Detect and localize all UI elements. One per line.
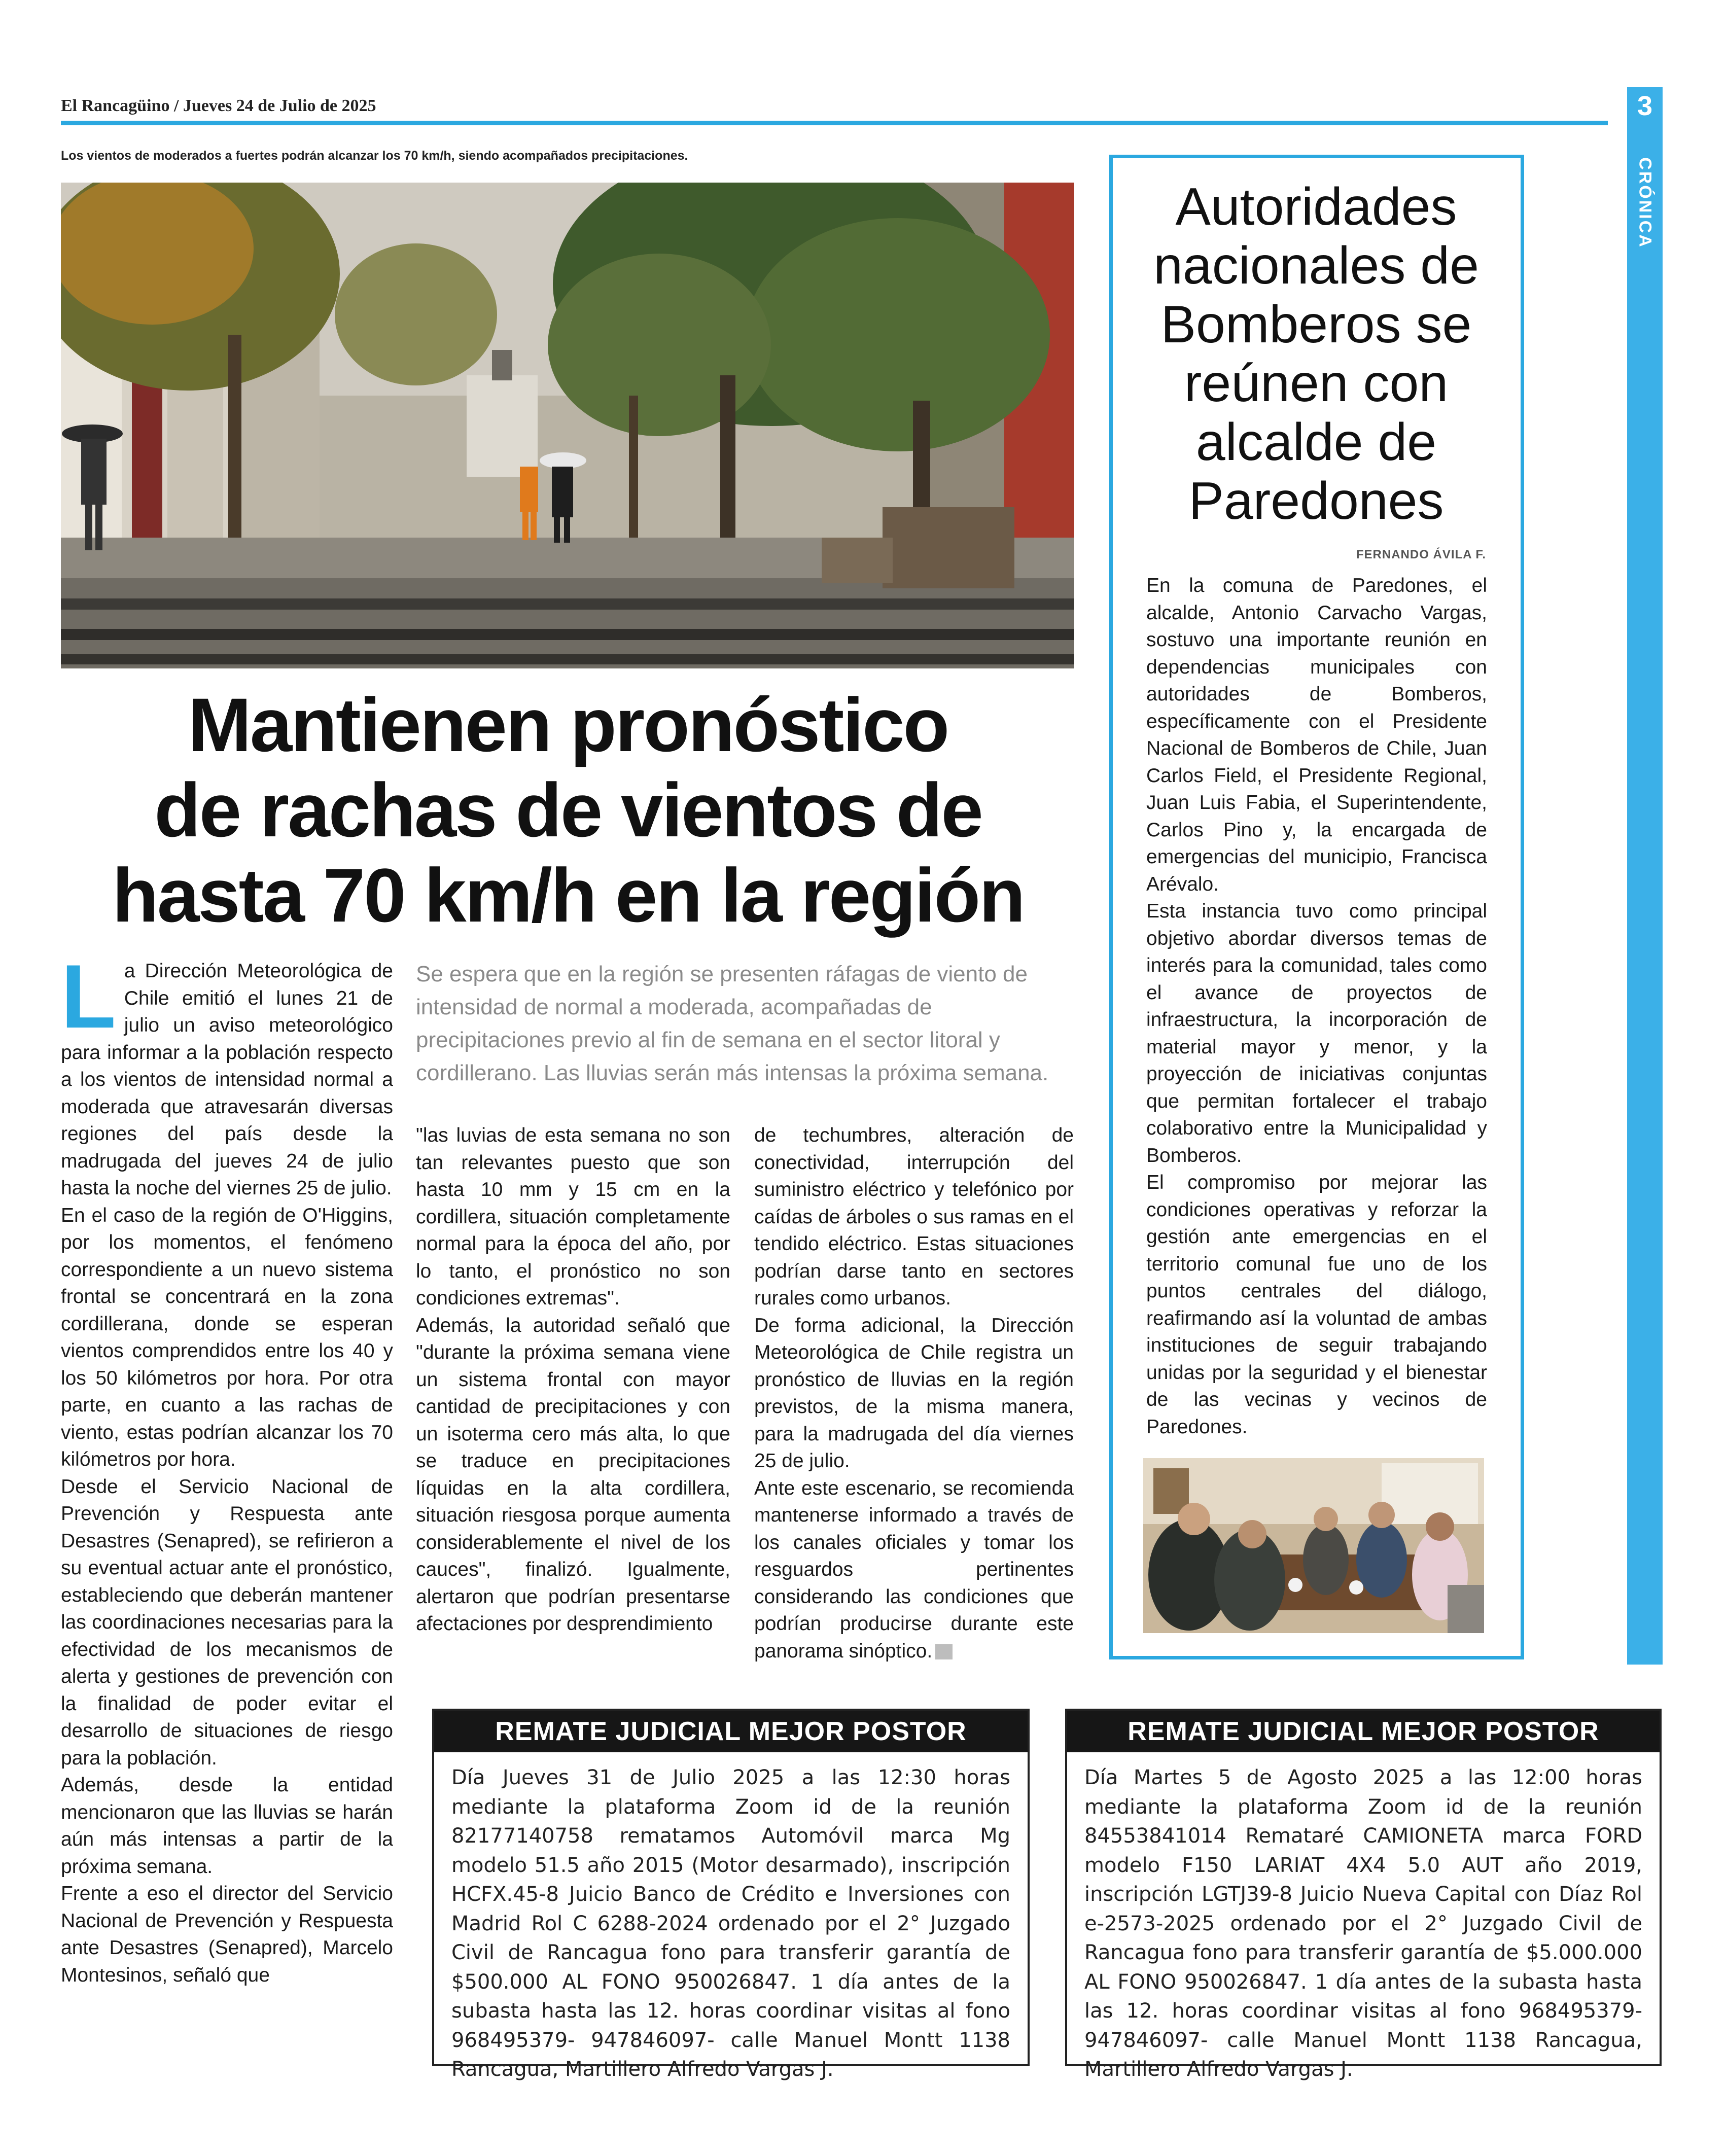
title-line: alcalde de [1195,413,1437,472]
article-paragraph: Además, la autoridad señaló que "durante la próxima semana viene un sistema frontal con mayor cantidad de precipitaciones y con un isoterma cero más alta, lo que se traduce en precipitaciones líquidas en la alta cordillera, situación riesgosa porque aumenta considerablemente el nivel de los cauces", finalizó. Igualmente, alertaron que podrían presentarse afectaciones por desprendimiento [416,1314,730,1635]
drop-cap: L [61,946,116,1047]
page-number: 3 [1637,91,1653,121]
title-line: Bomberos se [1160,295,1472,354]
article-column-3 [754,1122,1074,1665]
rainy-street-photo [61,183,1074,668]
article-paragraph: de techumbres, alteración de conectividad, interrupción del suministro eléctrico y telefónico por caídas de árboles o sus ramas en el tendido eléctrico. Estas situaciones podrían darse tanto en sectores rurales como urbanos. [754,1124,1074,1309]
article-paragraph: Ante este escenario, se recomienda mantenerse informado a través de los canales oficiales y tomar los resguardos pertinentes considerando las condiciones que podrían producirse durante este panorama sinóptico. [754,1477,1074,1662]
ad-title: REMATE JUDICIAL MEJOR POSTOR [434,1711,1028,1752]
title-line: Autoridades [1175,178,1457,236]
article-paragraph: Además, desde la entidad mencionaron que las lluvias se harán aún más intensas a partir de la próxima semana. [61,1774,393,1878]
title-line: reúnen con [1184,354,1449,413]
article-column-2 [416,1122,730,1638]
article-paragraph: Desde el Servicio Nacional de Prevención y Respuesta ante Desastres (Senapred), se refirieron a su eventual actuar ante el pronóstico, estableciendo que deberán mantener las coordinaciones necesarias para la efectividad de los mecanismos de alerta y gestiones de prevención con la finalidad de poder evitar el desarrollo de situaciones de riesgo para la población. [61,1475,393,1769]
end-of-article-icon [935,1644,953,1659]
section-label [1627,152,1663,254]
classified-ad-2 [1065,1709,1662,2081]
title-line: nacionales de [1153,236,1479,295]
article-column-1 [61,946,393,1989]
main-headline [76,682,1060,938]
article-paragraph: En el caso de la región de O'Higgins, por los momentos, el fenómeno correspondiente a un nuevo sistema frontal se concentrará en la zona cordillerana, donde se esperan vientos comprendidos entre los 40 y los 50 kilómetros por hora. Por otra parte, en cuanto a las rachas de viento, estas podrían alcanzar los 70 kilómetros por hora. [61,1204,393,1470]
headline-line: Mantienen pronóstico [188,682,948,767]
article-lead: Se espera que en la región se presenten ráfagas de viento de intensidad de normal a moderada, acompañadas de precipitaciones previo al fin de semana en el sector litoral y cordillerano. Las lluvias serán más intensas la próxima semana. [416,962,1049,1085]
photo-caption: Los vientos de moderados a fuertes podrán alcanzar los 70 km/h, siendo acompañados precipitaciones. [61,149,688,163]
article-paragraph: Esta instancia tuvo como principal objetivo abordar diversos temas de interés para la comunidad, tales como el avance de proyectos de infraestructura, la incorporación de material mayor y menor, y la proyección de iniciativas conjuntas que permitan fortalecer el trabajo colaborativo entre la Municipalidad y Bomberos. [1146,900,1487,1167]
meeting-photo [1143,1458,1484,1633]
section-strip [1627,87,1663,1665]
article-paragraph: De forma adicional, la Dirección Meteorológica de Chile registra un pronóstico de lluvias en la región previstos, de la misma manera, para la madrugada del día viernes 25 de julio. [754,1314,1074,1472]
classified-ad-1 [432,1709,1030,2081]
section-label-text: CRÓNICA [1635,157,1655,249]
article-paragraph: El compromiso por mejorar las condiciones operativas y reforzar la gestión ante emergencias en el territorio comunal fue uno de los puntos centrales del diálogo, reafirmando así la voluntad de ambas instituciones de seguir trabajando unidas por la seguridad y el bienestar de las vecinas y vecinos de Paredones. [1146,1172,1487,1438]
article-paragraph: "las luvias de esta semana no son tan relevantes puesto que son hasta 10 mm y 15 cm en la cordillera, situación completamente normal para la época del año, por lo tanto, el pronóstico no son condiciones extremas". [416,1124,730,1309]
headline-line: hasta 70 km/h en la región [112,853,1024,938]
article-paragraph: Frente a eso el director del Servicio Nacional de Prevención y Respuesta ante Desastres (Senapred), Marcelo Montesinos, señaló que [61,1883,393,1986]
header-rule [61,121,1608,125]
masthead: El Rancagüino / Jueves 24 de Julio de 2025 [61,96,376,115]
byline: FERNANDO ÁVILA F. [1356,548,1486,561]
ad-body: Día Jueves 31 de Julio 2025 a las 12:30 horas mediante la plataforma Zoom id de la reunión 82177140758 rematamos Automóvil marca Mg modelo 51.5 año 2015 (Motor desarmado), inscripción HCFX.45-8 Juicio Banco de Crédito e Inversiones con Madrid Rol C 6288-2024 ordenado por el 2° Juzgado Civil de Rancagua fono para transferir garantía de $500.000 AL FONO 950026847. 1 día antes de la subasta hasta las 12. horas coordinar visitas al fono 968495379- 947846097- calle Manuel Montt 1138 Rancagua, Martillero Alfredo Vargas J. [451,1766,1010,2081]
headline-line: de rachas de vientos de [154,767,982,853]
article-paragraph: a Dirección Meteorológica de Chile emitió el lunes 21 de julio un aviso meteorológico para informar a la población respecto a los vientos de intensidad normal a moderada que atravesarán diversas regiones del país desde la madrugada del jueves 24 de julio hasta la noche del viernes 25 de julio. [61,960,393,1199]
title-line: Paredones [1188,472,1444,531]
side-article-title [1113,178,1519,531]
side-article-body [1146,572,1487,1440]
article-paragraph: En la comuna de Paredones, el alcalde, Antonio Carvacho Vargas, sostuvo una importante reunión en dependencias municipales con autoridades de Bomberos, específicamente con el Presidente Nacional de Bomberos de Chile, Juan Carlos Field, el Presidente Regional, Juan Luis Fabia, el Superintendente, Carlos Pino y, la encargada de emergencias del municipio, Francisca Arévalo. [1146,575,1487,895]
ad-body: Día Martes 5 de Agosto 2025 a las 12:00 horas mediante la plataforma Zoom id de la reunión 84553841014 Remataré CAMIONETA marca FORD modelo F150 LARIAT 4X4 5.0 AUT año 2019, inscripción LGTJ39-8 Juicio Nueva Capital con Díaz Rol e-2573-2025 ordenado por el 2° Juzgado Civil de Rancagua fono para transferir garantía de $5.000.000 AL FONO 950026847. 1 día antes de la subasta hasta las 12. horas coordinar visitas al fono 968495379- 947846097- calle Manuel Montt 1138 Rancagua, Martillero Alfredo Vargas J. [1084,1766,1642,2081]
ad-title: REMATE JUDICIAL MEJOR POSTOR [1067,1711,1660,1752]
